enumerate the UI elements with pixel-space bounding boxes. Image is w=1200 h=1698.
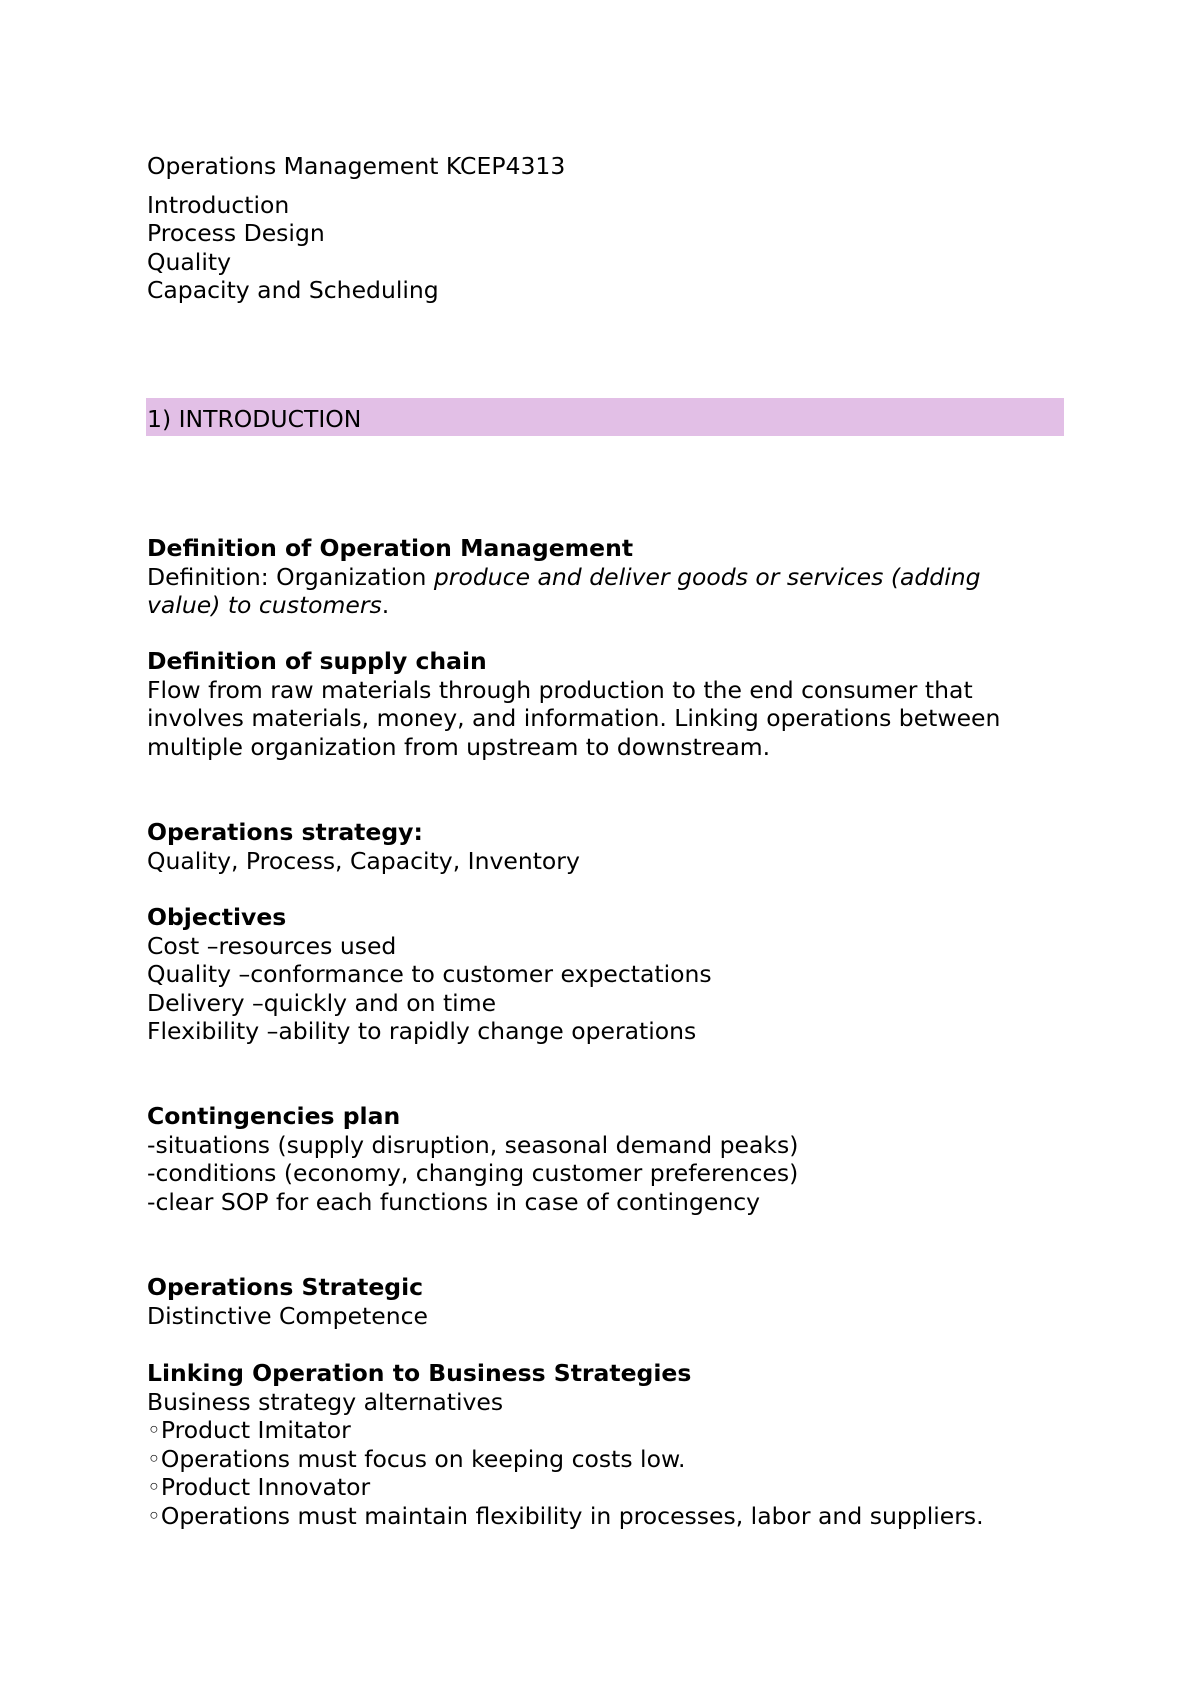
body-line: Quality, Process, Capacity, Inventory (147, 846, 580, 875)
definition-italic-text: produce and deliver goods or services (adding (433, 562, 981, 591)
toc-item-introduction: Introduction (147, 190, 290, 219)
definition-period: . (381, 591, 390, 619)
definition-plain-text: Definition: Organization (147, 562, 434, 591)
section-heading: Objectives (147, 903, 287, 931)
definition-line-2 (147, 591, 1067, 620)
definition-italic-text: value) to customers (147, 591, 382, 619)
body-line: Business strategy alternatives (147, 1387, 504, 1416)
body-line: multiple organization from upstream to downstream. (147, 732, 771, 761)
section-banner (146, 398, 1064, 436)
section-contingencies-plan (147, 1102, 1067, 1216)
section-heading: Linking Operation to Business Strategies (147, 1359, 692, 1387)
body-line: Quality –conformance to customer expectations (147, 960, 712, 988)
document-title: Operations Management KCEP4313 (147, 152, 566, 180)
toc-item-process-design: Process Design (147, 219, 325, 247)
body-line: Delivery –quickly and on time (147, 988, 497, 1017)
body-line: Flow from raw materials through production to the end consumer that (147, 675, 973, 704)
section-operations-strategy (147, 818, 1067, 875)
toc-item-capacity: Capacity and Scheduling (147, 276, 439, 304)
body-line: involves materials, money, and information. Linking operations between (147, 704, 1001, 732)
section-banner-label: 1) INTRODUCTION (147, 405, 362, 433)
section-linking-strategies (147, 1359, 1067, 1530)
section-objectives (147, 903, 1067, 1046)
body-line: Flexibility –ability to rapidly change operations (147, 1017, 697, 1045)
body-line: -situations (supply disruption, seasonal demand peaks) (147, 1130, 799, 1159)
document-header (147, 152, 1067, 305)
bullet-item: ◦Product Innovator (147, 1473, 371, 1501)
bullet-item: ◦Operations must focus on keeping costs low. (147, 1444, 686, 1473)
section-heading: Contingencies plan (147, 1102, 401, 1130)
section-operations-strategic (147, 1273, 1067, 1330)
section-heading: Definition of Operation Management (147, 534, 634, 562)
toc-item-quality: Quality (147, 247, 231, 276)
body-line: Cost –resources used (147, 931, 397, 960)
body-line: -conditions (economy, changing customer preferences) (147, 1159, 799, 1187)
section-heading: Operations strategy: (147, 818, 423, 846)
body-line: -clear SOP for each functions in case of contingency (147, 1187, 761, 1216)
body-line: Distinctive Competence (147, 1301, 429, 1330)
bullet-item: ◦Product Imitator (147, 1416, 351, 1444)
bullet-item: ◦Operations must maintain flexibility in processes, labor and suppliers. (147, 1501, 984, 1530)
section-supply-chain (147, 647, 1067, 761)
section-heading: Definition of supply chain (147, 647, 487, 675)
section-operation-management-definition (147, 534, 1067, 620)
definition-line-1 (147, 563, 1067, 592)
section-heading: Operations Strategic (147, 1273, 424, 1301)
